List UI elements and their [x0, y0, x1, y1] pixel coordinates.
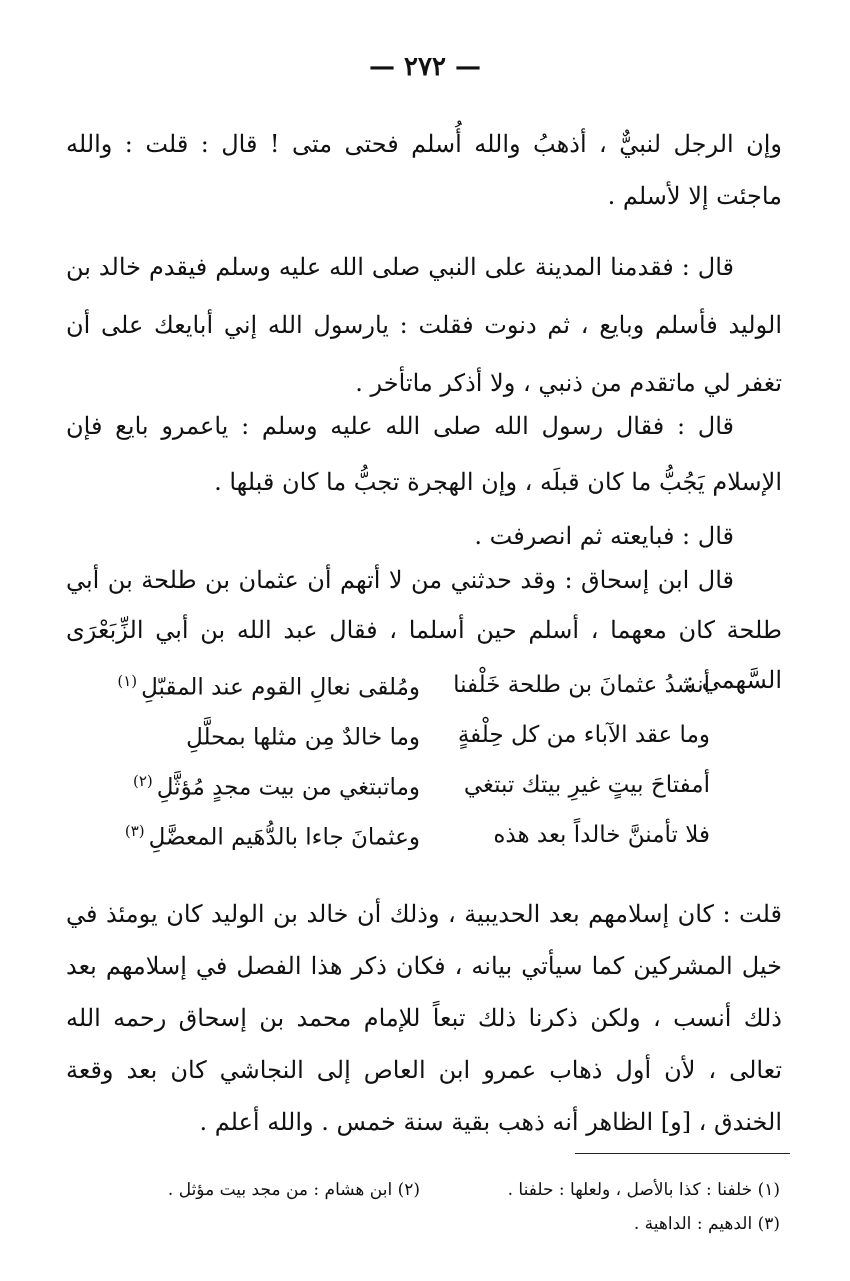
footnote-marker: (١) [117, 672, 138, 690]
paragraph-5: قال ابن إسحاق : وقد حدثني من لا أتهم أن عثمان بن طلحة بن أبي طلحة كان معهما ، أسلم حين أسلما ، فقال عبد الله بن أبي الزِّبَعْرَى السَّهمي : [66, 566, 782, 694]
verse-first-hemistich: أنشدُ عثمانَ بن طلحة خَلْفنا [453, 672, 710, 698]
verse-first-hemistich: أمفتاحَ بيتٍ غيرِ بيتك تبتغي [463, 772, 710, 798]
footnote-2: (٢) ابن هشام : من مجد بيت مؤثل . [167, 1180, 420, 1200]
verse-first-hemistich: فلا تأمننَّ خالداً بعد هذه [493, 822, 710, 848]
verse-line [132, 772, 710, 812]
closing-paragraph: قلت : كان إسلامهم بعد الحديبية ، وذلك أن خالد بن الوليد كان يومئذ في خيل المشركين كما سيأتي بيانه ، فكان ذكر هذا الفصل في إسلامهم بعد ذلك أنسب ، ولكن ذكرنا ذلك تبعاً للإمام محمد بن إسحاق رحمه الله تعالى ، لأن أول ذهاب عمرو ابن العاص إلى النجاشي كان بعد وقعة الخندق ، [و] الظاهر أنه ذهب بقية سنة خمس . والله أعلم . [66, 900, 782, 1136]
paragraph-3: قال : فقال رسول الله صلى الله عليه وسلم : ياعمرو بايع فإن الإسلام يَجُبُّ ما كان قبلَه ، وإن الهجرة تجبُّ ما كان قبلها . [66, 412, 782, 496]
verse-line [124, 822, 710, 862]
page-number: — ٢٧٢ — [368, 52, 482, 82]
verse-second-hemistich: ومُلقى نعالِ القوم عند المقبّلِ$^{(١)}$ [117, 672, 420, 701]
footnote-divider [575, 1153, 790, 1154]
footnote-marker: (٢) [132, 772, 153, 790]
paragraph-1: وإن الرجل لنبيٌّ ، أذهبُ والله أُسلم فحتى متى ! قال : قلت : والله ماجئت إلا لأسلم . [66, 130, 782, 210]
verse-second-hemistich: وعثمانَ جاءا بالدُّهَيم المعضَّلِ$^{(٣)}$ [124, 822, 420, 851]
paragraph-4: قال : فبايعته ثم انصرفت . [474, 522, 734, 550]
verse-line [150, 722, 710, 762]
verse-first-hemistich: وما عقد الآباء من كل حِلْفةٍ [457, 722, 710, 748]
footnote-3: (٣) الدهيم : الداهية . [633, 1214, 780, 1234]
footnote-marker: (٣) [124, 822, 145, 840]
verse-line [117, 672, 710, 712]
paragraph-2: قال : فقدمنا المدينة على النبي صلى الله عليه وسلم فيقدم خالد بن الوليد فأسلم وبايع ، ثم دنوت فقلت : يارسول الله إني أبايعك على أن تغفر لي ماتقدم من ذنبي ، ولا أذكر ماتأخر . [66, 253, 782, 397]
footnote-1: (١) خلفنا : كذا بالأصل ، ولعلها : حلفنا . [507, 1180, 780, 1200]
verse-second-hemistich: وماتبتغي من بيت مجدٍ مُؤثَّلِ$^{(٢)}$ [132, 772, 420, 801]
verse-second-hemistich: وما خالدٌ مِن مثلها بمحلَّلِ [150, 722, 420, 751]
